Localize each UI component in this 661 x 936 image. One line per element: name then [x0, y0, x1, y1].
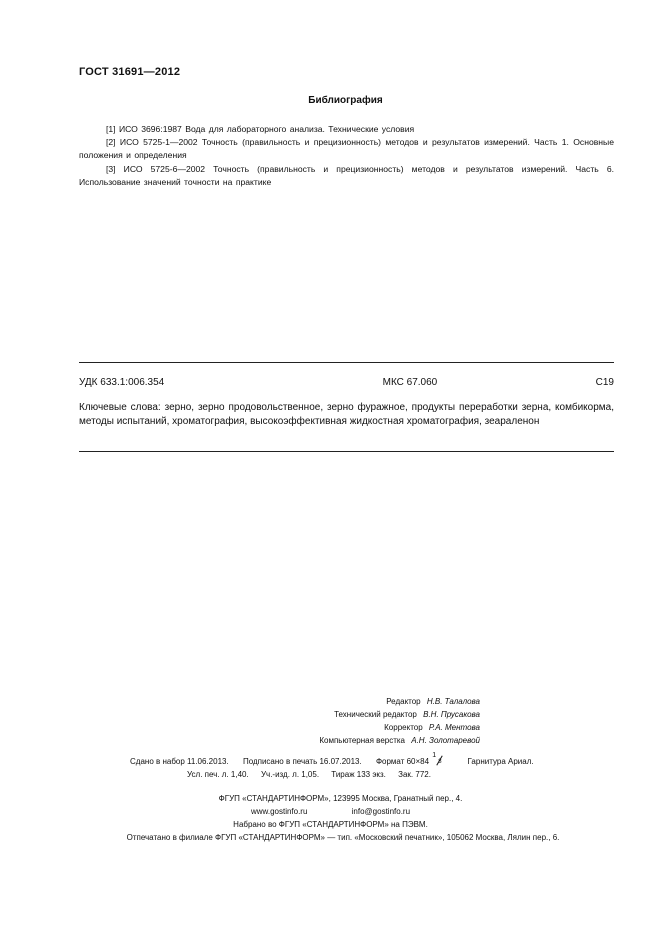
printed-sheets: Усл. печ. л. 1,40. [187, 770, 249, 779]
credit-person: А.Н. Золотаревой [411, 736, 480, 745]
classification-row [79, 377, 614, 388]
bibliography-reference-1: [1] ИСО 3696:1987 Вода для лабораторного анализа. Технические условия [106, 124, 415, 134]
format-denominator: 8 [438, 759, 442, 765]
credit-technical-editor [180, 708, 480, 721]
divider-top [79, 362, 614, 363]
credit-role: Технический редактор [334, 710, 417, 719]
credit-proofreader [180, 721, 480, 734]
credit-editor [180, 695, 480, 708]
format: Формат 60×84 [375, 757, 430, 766]
credit-layout [180, 734, 480, 747]
credit-role: Компьютерная верстка [319, 736, 406, 745]
credit-person: В.Н. Прусакова [423, 710, 480, 719]
bibliography-title: Библиография [308, 95, 383, 106]
bibliography-list [79, 123, 614, 189]
classifier-code: С19 [595, 377, 614, 388]
bibliography-reference-2: [2] ИСО 5725-1—2002 Точность (правильность и прецизионность) методов и результатов измерений. Часть 1. Основные положения и определения [79, 137, 614, 161]
credit-role: Редактор [386, 697, 421, 706]
format-numerator: 1 [432, 752, 437, 759]
publisher-address: ФГУП «СТАНДАРТИНФОРМ», 123995 Москва, Гранатный пер., 4. [218, 794, 463, 803]
keywords: Ключевые слова: зерно, зерно продовольственное, зерно фуражное, продукты переработки зерна, комбикорма, методы испытаний, хроматография, высокоэффективная жидкостная хроматография, зеараленон [79, 402, 614, 428]
print-run: Тираж 133 экз. [331, 770, 386, 779]
signed-date: Подписано в печать 16.07.2013. [242, 757, 362, 766]
credits-block [180, 695, 480, 747]
bibliography-reference-3: [3] ИСО 5725-6—2002 Точность (правильность и прецизионность) методов и результатов измерений. Часть 6. Использование значений точности на практике [79, 163, 614, 187]
publisher-contacts [0, 805, 661, 818]
edition-sheets: Уч.-изд. л. 1,05. [260, 770, 320, 779]
print-info-line-2 [187, 770, 431, 779]
sent-date: Сдано в набор 11.06.2013. [130, 757, 229, 766]
publisher-block [0, 792, 661, 844]
credit-person: Р.А. Ментова [428, 723, 480, 732]
order-number: Зак. 772. [398, 770, 431, 779]
publisher-email: info@gostinfo.ru [351, 807, 411, 816]
udk-code: УДК 633.1:006.354 [79, 377, 165, 388]
mks-code: МКС 67.060 [382, 377, 438, 388]
standard-number: ГОСТ 31691—2012 [79, 66, 181, 78]
credit-role: Корректор [384, 723, 423, 732]
publisher-website: www.gostinfo.ru [250, 807, 308, 816]
format-fraction [431, 752, 445, 767]
typeface: Гарнитура Ариал. [467, 757, 534, 766]
divider-bottom [79, 451, 614, 452]
typeset-note: Набрано во ФГУП «СТАНДАРТИНФОРМ» на ПЭВМ. [233, 820, 428, 829]
printing-note: Отпечатано в филиале ФГУП «СТАНДАРТИНФОРМ» — тип. «Московский печатник», 105062 Москва, Лялин пер., 6. [126, 833, 560, 842]
print-info-line-1 [130, 752, 534, 767]
credit-person: Н.В. Талалова [426, 697, 480, 706]
